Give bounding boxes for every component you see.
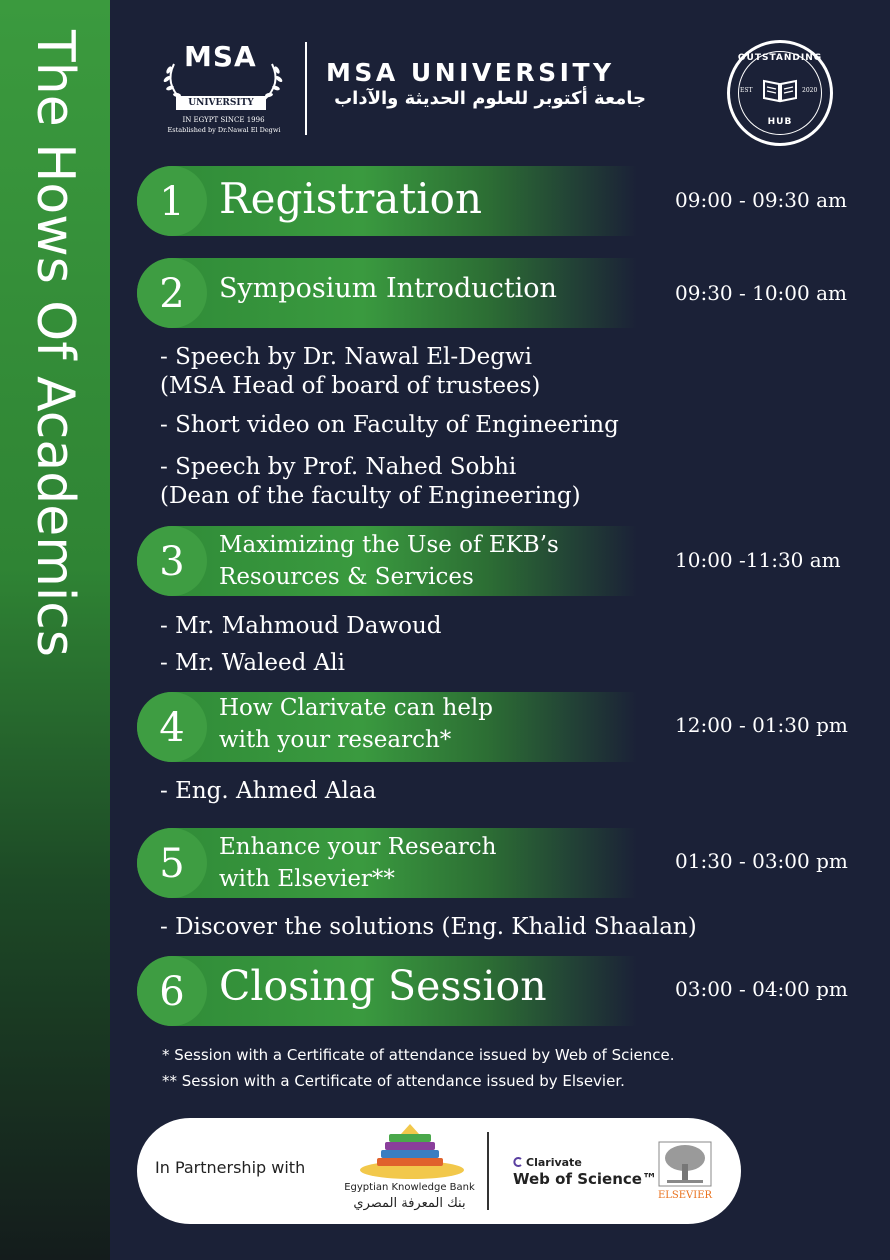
session-3-detail-2 xyxy=(160,649,345,678)
session-4-time: 12:00 - 01:30 pm xyxy=(675,713,848,737)
session-6-time: 03:00 - 04:00 pm xyxy=(675,977,848,1001)
book-icon xyxy=(762,75,798,103)
session-5-time: 01:30 - 03:00 pm xyxy=(675,849,848,873)
badge-est: EST xyxy=(740,87,753,94)
session-6-bar xyxy=(137,956,637,1026)
university-name: MSA UNIVERSITY xyxy=(326,58,615,87)
session-3-number: 3 xyxy=(137,526,207,596)
partnership-label: In Partnership with xyxy=(155,1158,306,1177)
session-6-number: 6 xyxy=(137,956,207,1026)
outstanding-hub-badge xyxy=(727,40,833,146)
detail-line: - Mr. Waleed Ali xyxy=(160,650,346,676)
badge-year: 2020 xyxy=(802,87,818,94)
session-5-number: 5 xyxy=(137,828,207,898)
session-1-number: 1 xyxy=(137,166,207,236)
msa-logo xyxy=(158,40,288,135)
session-4-number: 4 xyxy=(137,692,207,762)
session-3-title xyxy=(219,529,559,593)
session-1-title: Registration xyxy=(219,174,482,223)
detail-line: - Speech by Dr. Nawal El-Degwi xyxy=(160,344,532,370)
session-4-title xyxy=(219,692,493,756)
badge-top-text: OUTSTANDING xyxy=(737,53,823,63)
session-5-title xyxy=(219,831,496,895)
clarivate-icon xyxy=(513,1157,523,1167)
session-2-detail-3 xyxy=(160,453,581,511)
elsevier-tree-icon xyxy=(657,1140,713,1188)
session-5-bar xyxy=(137,828,637,898)
title-line: with your research* xyxy=(219,727,452,753)
session-2-detail-1 xyxy=(160,343,540,401)
web-of-science-label: Web of Science™ xyxy=(513,1170,657,1188)
title-line: with Elsevier** xyxy=(219,866,395,892)
header-divider xyxy=(305,42,307,135)
title-line: How Clarivate can help xyxy=(219,695,494,721)
session-3-time: 10:00 -11:30 am xyxy=(675,548,841,572)
detail-line: - Mr. Mahmoud Dawoud xyxy=(160,613,442,639)
session-5-detail-1 xyxy=(160,913,697,942)
logo-since: IN EGYPT SINCE 1996 xyxy=(182,116,265,124)
session-1-bar xyxy=(137,166,637,236)
session-2-time: 09:30 - 10:00 am xyxy=(675,281,847,305)
sidebar-title: The Hows Of Academics xyxy=(25,30,85,657)
session-2-bar xyxy=(137,258,637,328)
clarivate-text: Clarivate xyxy=(526,1156,582,1169)
title-line: Resources & Services xyxy=(219,564,474,590)
detail-line: - Discover the solutions (Eng. Khalid Shaalan) xyxy=(160,914,697,940)
logo-banner: UNIVERSITY xyxy=(176,96,266,110)
session-4-detail-1 xyxy=(160,777,376,806)
elsevier-label: ELSEVIER xyxy=(657,1190,713,1201)
footnote-1: * Session with a Certificate of attendance issued by Web of Science. xyxy=(162,1046,675,1064)
university-arabic-name: جامعة أكتوبر للعلوم الحديثة والآداب xyxy=(334,88,646,109)
detail-line: - Short video on Faculty of Engineering xyxy=(160,412,619,438)
ekb-name: Egyptian Knowledge Bank xyxy=(344,1182,475,1193)
session-3-bar xyxy=(137,526,637,596)
detail-line: (MSA Head of board of trustees) xyxy=(160,373,541,399)
badge-bottom-text: HUB xyxy=(767,117,793,127)
logo-msa-text: MSA xyxy=(184,40,257,73)
title-line: Maximizing the Use of EKB’s xyxy=(219,532,559,558)
logo-established: Established by Dr.Nawal El Degwi xyxy=(167,126,281,134)
session-4-bar xyxy=(137,692,637,762)
detail-line: - Speech by Prof. Nahed Sobhi xyxy=(160,454,517,480)
partners-panel xyxy=(137,1118,741,1224)
clarivate-label xyxy=(513,1156,582,1169)
ekb-books-icon xyxy=(357,1124,467,1180)
session-1-time: 09:00 - 09:30 am xyxy=(675,188,847,212)
detail-line: (Dean of the faculty of Engineering) xyxy=(160,483,581,509)
detail-line: - Eng. Ahmed Alaa xyxy=(160,778,377,804)
session-2-title: Symposium Introduction xyxy=(219,273,557,304)
title-line: Enhance your Research xyxy=(219,834,497,860)
partners-divider xyxy=(487,1132,489,1210)
session-2-detail-2 xyxy=(160,411,619,440)
session-3-detail-1 xyxy=(160,612,442,641)
session-6-title: Closing Session xyxy=(219,962,547,1010)
session-2-number: 2 xyxy=(137,258,207,328)
ekb-arabic-name: بنك المعرفة المصري xyxy=(353,1196,466,1211)
footnote-2: ** Session with a Certificate of attendance issued by Elsevier. xyxy=(162,1072,625,1090)
sidebar xyxy=(0,0,110,1260)
